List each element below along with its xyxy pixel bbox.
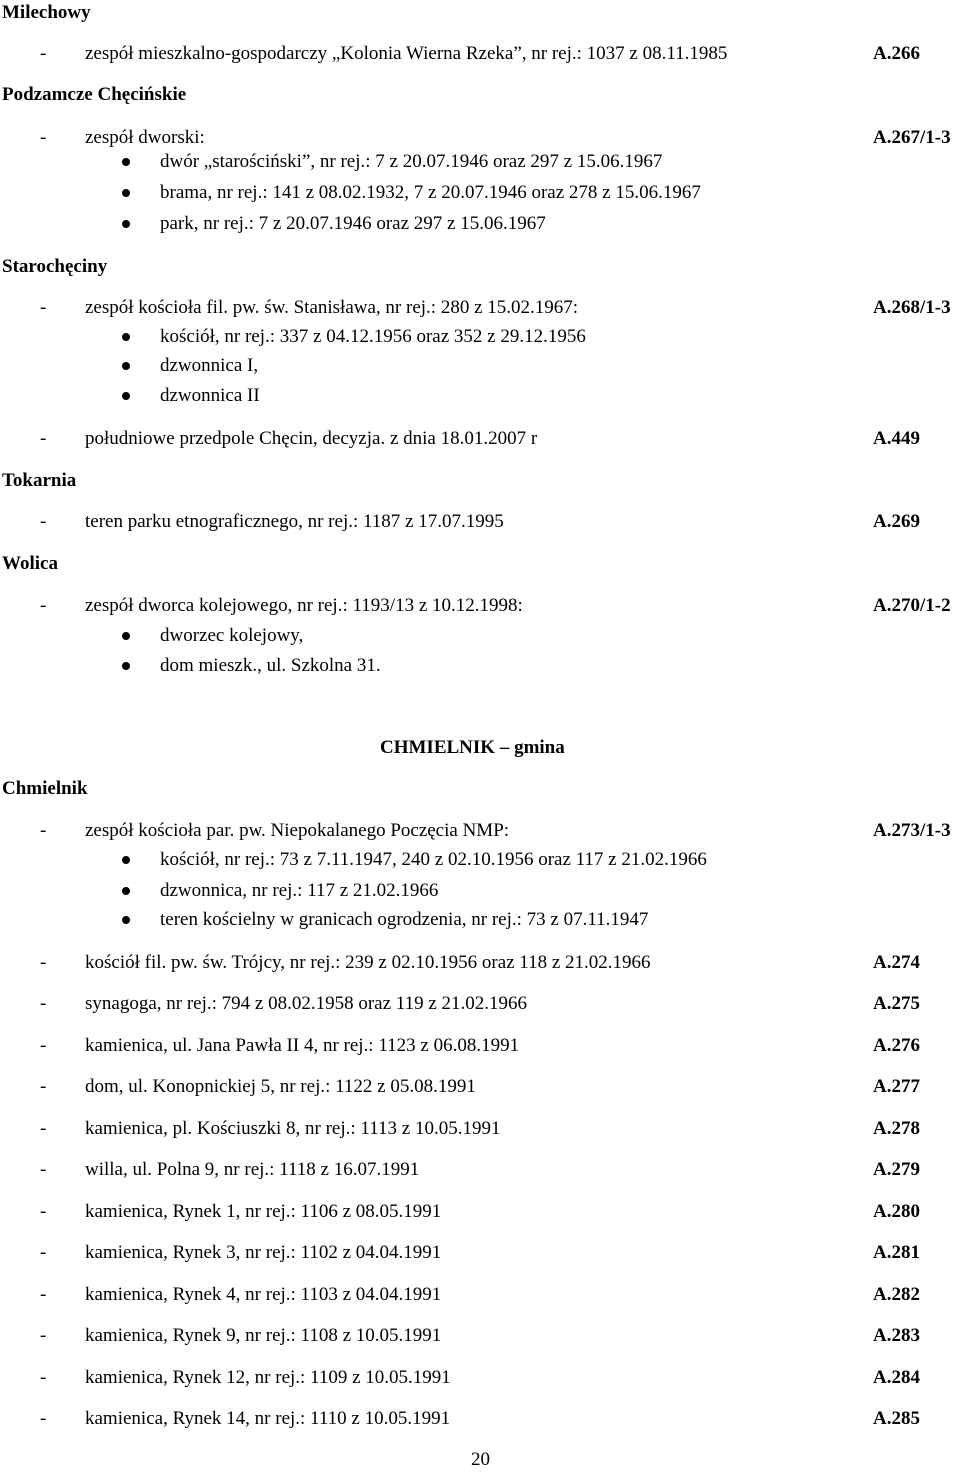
- bullet-icon: [122, 333, 130, 341]
- register-ref: A.275: [873, 993, 920, 1014]
- heading-wolica: Wolica: [2, 553, 58, 574]
- list-item: willa, ul. Polna 9, nr rej.: 1118 z 16.07.1991: [85, 1159, 420, 1180]
- bullet-icon: [122, 220, 130, 228]
- list-item: zespół kościoła fil. pw. św. Stanisława, nr rej.: 280 z 15.02.1967:: [85, 297, 579, 318]
- list-item: zespół dworca kolejowego, nr rej.: 1193/13 z 10.12.1998:: [85, 595, 523, 616]
- register-ref: A.279: [873, 1159, 920, 1180]
- list-dash: -: [40, 595, 47, 616]
- register-ref: A.273/1-3: [873, 820, 951, 841]
- bullet-icon: [122, 632, 130, 640]
- heading-chmielnik: Chmielnik: [2, 778, 88, 799]
- list-dash: -: [40, 1201, 47, 1222]
- sub-item: park, nr rej.: 7 z 20.07.1946 oraz 297 z 15.06.1967: [160, 213, 546, 234]
- register-ref: A.285: [873, 1408, 920, 1429]
- register-ref: A.277: [873, 1076, 920, 1097]
- list-dash: -: [40, 952, 47, 973]
- list-item: dom, ul. Konopnickiej 5, nr rej.: 1122 z 05.08.1991: [85, 1076, 476, 1097]
- register-ref: A.449: [873, 428, 920, 449]
- gmina-title: CHMIELNIK – gmina: [380, 737, 565, 758]
- heading-starocheciny: Starochęciny: [2, 256, 108, 277]
- list-item: kamienica, Rynek 4, nr rej.: 1103 z 04.04.1991: [85, 1284, 442, 1305]
- register-ref: A.282: [873, 1284, 920, 1305]
- sub-item: dwór „starościński”, nr rej.: 7 z 20.07.1946 oraz 297 z 15.06.1967: [160, 151, 663, 172]
- register-ref: A.283: [873, 1325, 920, 1346]
- list-dash: -: [40, 1076, 47, 1097]
- list-dash: -: [40, 1159, 47, 1180]
- sub-item: dzwonnica II: [160, 385, 260, 406]
- list-dash: -: [40, 1367, 47, 1388]
- bullet-icon: [122, 856, 130, 864]
- sub-item: teren kościelny w granicach ogrodzenia, nr rej.: 73 z 07.11.1947: [160, 909, 649, 930]
- register-ref: A.284: [873, 1367, 920, 1388]
- list-item: kamienica, ul. Jana Pawła II 4, nr rej.: 1123 z 06.08.1991: [85, 1035, 520, 1056]
- list-item: kamienica, Rynek 12, nr rej.: 1109 z 10.05.1991: [85, 1367, 451, 1388]
- list-dash: -: [40, 1118, 47, 1139]
- register-ref: A.270/1-2: [873, 595, 951, 616]
- list-item: kamienica, Rynek 1, nr rej.: 1106 z 08.05.1991: [85, 1201, 442, 1222]
- register-ref: A.276: [873, 1035, 920, 1056]
- bullet-icon: [122, 189, 130, 197]
- bullet-icon: [122, 158, 130, 166]
- list-dash: -: [40, 297, 47, 318]
- sub-item: dworzec kolejowy,: [160, 625, 304, 646]
- sub-item: kościół, nr rej.: 73 z 7.11.1947, 240 z 02.10.1956 oraz 117 z 21.02.1966: [160, 849, 707, 870]
- list-item: kościół fil. pw. św. Trójcy, nr rej.: 239 z 02.10.1956 oraz 118 z 21.02.1966: [85, 952, 651, 973]
- list-item: zespół kościoła par. pw. Niepokalanego Poczęcia NMP:: [85, 820, 510, 841]
- register-ref: A.280: [873, 1201, 920, 1222]
- sub-item: brama, nr rej.: 141 z 08.02.1932, 7 z 20.07.1946 oraz 278 z 15.06.1967: [160, 182, 701, 203]
- bullet-icon: [122, 916, 130, 924]
- sub-item: dzwonnica, nr rej.: 117 z 21.02.1966: [160, 880, 439, 901]
- list-dash: -: [40, 127, 47, 148]
- list-dash: -: [40, 1284, 47, 1305]
- list-dash: -: [40, 820, 47, 841]
- register-ref: A.281: [873, 1242, 920, 1263]
- list-item: teren parku etnograficznego, nr rej.: 1187 z 17.07.1995: [85, 511, 504, 532]
- register-ref: A.266: [873, 43, 920, 64]
- sub-item: dom mieszk., ul. Szkolna 31.: [160, 655, 381, 676]
- list-item: zespół mieszkalno-gospodarczy „Kolonia Wierna Rzeka”, nr rej.: 1037 z 08.11.1985: [85, 43, 728, 64]
- heading-tokarnia: Tokarnia: [2, 470, 77, 491]
- list-dash: -: [40, 1035, 47, 1056]
- register-ref: A.269: [873, 511, 920, 532]
- register-ref: A.274: [873, 952, 920, 973]
- bullet-icon: [122, 392, 130, 400]
- sub-item: dzwonnica I,: [160, 355, 259, 376]
- register-ref: A.268/1-3: [873, 297, 951, 318]
- list-dash: -: [40, 43, 47, 64]
- bullet-icon: [122, 362, 130, 370]
- bullet-icon: [122, 662, 130, 670]
- list-dash: -: [40, 993, 47, 1014]
- list-item: zespół dworski:: [85, 127, 205, 148]
- list-dash: -: [40, 1242, 47, 1263]
- list-item: kamienica, Rynek 9, nr rej.: 1108 z 10.05.1991: [85, 1325, 442, 1346]
- list-dash: -: [40, 428, 47, 449]
- list-dash: -: [40, 511, 47, 532]
- list-item: kamienica, pl. Kościuszki 8, nr rej.: 1113 z 10.05.1991: [85, 1118, 501, 1139]
- heading-podzamcze: Podzamcze Chęcińskie: [2, 84, 187, 105]
- register-ref: A.267/1-3: [873, 127, 951, 148]
- register-ref: A.278: [873, 1118, 920, 1139]
- list-item: południowe przedpole Chęcin, decyzja. z dnia 18.01.2007 r: [85, 428, 538, 449]
- list-item: kamienica, Rynek 14, nr rej.: 1110 z 10.05.1991: [85, 1408, 451, 1429]
- heading-milechowy: Milechowy: [2, 2, 91, 23]
- page-number: 20: [471, 1449, 490, 1470]
- list-item: kamienica, Rynek 3, nr rej.: 1102 z 04.04.1991: [85, 1242, 442, 1263]
- list-dash: -: [40, 1408, 47, 1429]
- sub-item: kościół, nr rej.: 337 z 04.12.1956 oraz 352 z 29.12.1956: [160, 326, 586, 347]
- bullet-icon: [122, 887, 130, 895]
- list-item: synagoga, nr rej.: 794 z 08.02.1958 oraz 119 z 21.02.1966: [85, 993, 528, 1014]
- list-dash: -: [40, 1325, 47, 1346]
